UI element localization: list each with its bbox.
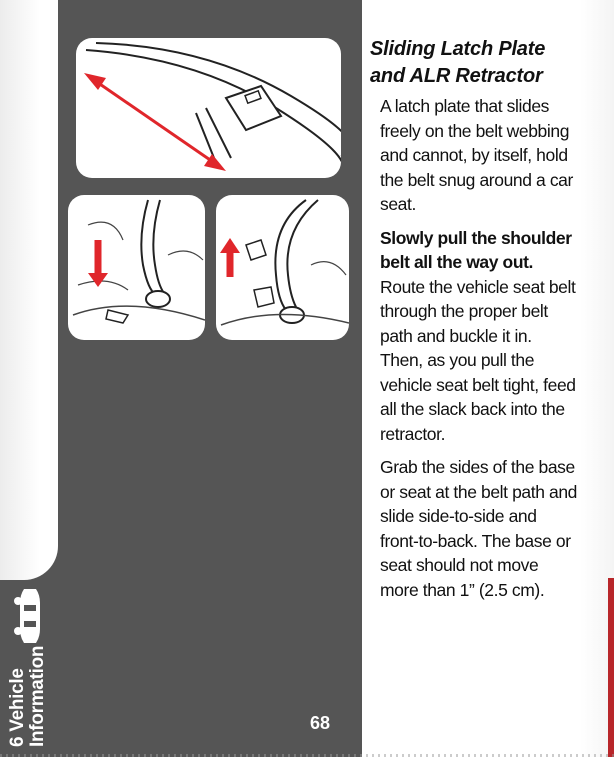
page-number: 68: [310, 713, 331, 733]
belt-down-drawing: [68, 195, 205, 340]
text-column: [368, 36, 578, 611]
pull-belt-down-illustration: [68, 195, 205, 340]
paragraph-pull-belt: [380, 226, 578, 447]
feed-belt-up-illustration: [216, 195, 349, 340]
section-heading: Sliding Latch Plate and ALR Retractor: [370, 38, 546, 87]
paragraph-body: A latch plate that slides freely on the belt webbing and cannot, by itself, hold the belt snug around a car seat.: [380, 96, 573, 214]
paragraph-check-movement: [380, 455, 578, 602]
chapter-tab[interactable]: [0, 575, 58, 757]
belt-up-drawing: [216, 195, 349, 340]
paragraph-latch-description: [380, 94, 578, 217]
page-margin: [0, 0, 58, 580]
chapter-number-line: 6 Vehicle: [7, 668, 28, 747]
latch-plate-illustration: [76, 38, 341, 178]
chapter-edge-marker: [608, 578, 614, 757]
paragraph-body: Grab the sides of the base or seat at the belt path and slide side-to-side and front-to-back. The base or seat should not move more than 1” (2.5 cm).: [380, 457, 578, 600]
chapter-title-line: Information: [27, 645, 48, 747]
car-icon: [14, 585, 46, 647]
latch-plate-drawing: [76, 38, 341, 178]
paragraph-body: Route the vehicle seat belt through the proper belt path and buckle it in. Then, as you pull the vehicle seat belt tight, feed all the slack back into the retractor.: [380, 276, 576, 444]
paragraph-lead: Slowly pull the shoulder belt all the way out.: [380, 227, 572, 272]
chapter-label: [8, 646, 48, 747]
